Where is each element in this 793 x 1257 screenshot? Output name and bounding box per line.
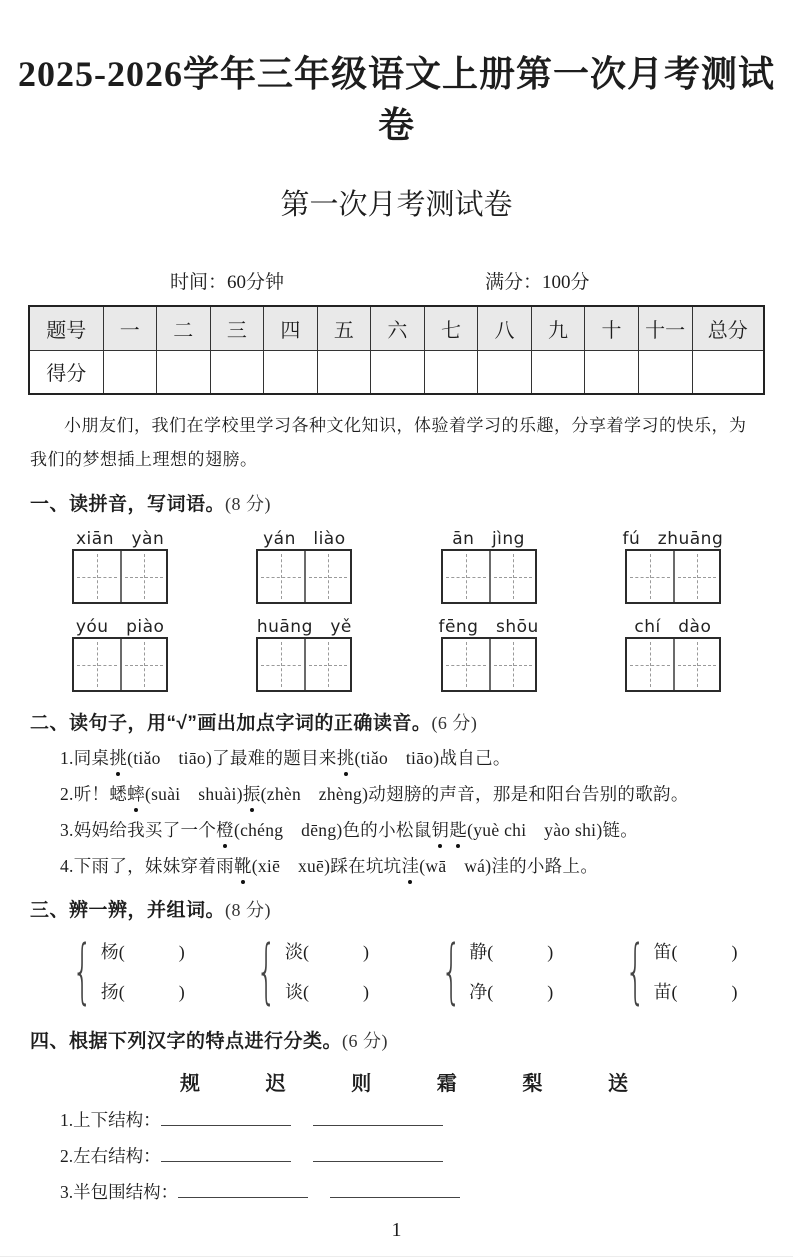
sentence-item bbox=[60, 746, 763, 771]
pinyin-label: huāng yě bbox=[256, 617, 352, 637]
sentence-text: 3.妈妈给我买了一个 bbox=[60, 820, 217, 840]
pair-lines bbox=[285, 932, 369, 1012]
section-2-heading bbox=[30, 708, 793, 735]
classify-character: 则 bbox=[351, 1073, 372, 1095]
section-3-points: (8 分) bbox=[225, 900, 272, 920]
pair-word-blank: 淡( ) bbox=[284, 942, 369, 962]
sentence-text: (zhèn zhèng)动翅膀的声音，那是和阳台告别的歌韵。 bbox=[260, 784, 689, 804]
pair-word-blank: 扬( ) bbox=[100, 982, 185, 1002]
score-input-cell bbox=[210, 350, 264, 394]
sentence-item bbox=[60, 782, 763, 807]
score-header-cell: 八 bbox=[478, 306, 532, 350]
score-header-label: 题号 bbox=[29, 306, 103, 350]
writing-grid-cell bbox=[74, 639, 120, 690]
score-header-cell: 三 bbox=[210, 306, 264, 350]
answer-blank bbox=[161, 1109, 291, 1126]
emphasized-character: 挑 bbox=[337, 746, 355, 771]
writing-grid-cell bbox=[120, 639, 166, 690]
pair-lines bbox=[101, 932, 185, 1012]
classify-character: 迟 bbox=[265, 1073, 286, 1095]
classify-characters bbox=[180, 1067, 628, 1096]
answer-blank bbox=[330, 1181, 460, 1198]
pair-group bbox=[28, 932, 212, 1012]
left-brace: { bbox=[72, 931, 93, 1013]
pair-group bbox=[212, 932, 396, 1012]
full-score-label: 满分：100分 bbox=[485, 272, 590, 293]
structure-item bbox=[60, 1144, 763, 1169]
pair-word-blank: 杨( ) bbox=[100, 942, 185, 962]
sentence-text: (wā wá)洼的小路上。 bbox=[419, 856, 599, 876]
pinyin-word bbox=[212, 524, 396, 604]
writing-grid-cell bbox=[443, 551, 489, 602]
score-table bbox=[28, 305, 765, 395]
pinyin-word bbox=[397, 612, 581, 692]
sentence-text: (suài shuài) bbox=[144, 784, 243, 804]
writing-grid-cell bbox=[304, 639, 350, 690]
score-header-cell: 九 bbox=[531, 306, 585, 350]
left-brace: { bbox=[256, 931, 277, 1013]
pair-word-blank: 笛( ) bbox=[653, 942, 738, 962]
section-3-heading bbox=[30, 895, 793, 922]
classify-character: 霜 bbox=[436, 1073, 457, 1095]
structure-item-label: 2.左右结构： bbox=[60, 1146, 161, 1166]
classify-character: 规 bbox=[180, 1073, 200, 1095]
pinyin-word bbox=[212, 612, 396, 692]
structure-items bbox=[60, 1108, 763, 1205]
answer-blank bbox=[161, 1145, 291, 1162]
classify-character: 梨 bbox=[522, 1073, 543, 1095]
emphasized-character: 橙 bbox=[216, 818, 234, 843]
pinyin-word bbox=[28, 612, 212, 692]
score-input-cell bbox=[157, 350, 211, 394]
answer-blank bbox=[178, 1181, 308, 1198]
writing-grid-box bbox=[256, 637, 352, 692]
classify-character: 送 bbox=[607, 1073, 628, 1095]
left-brace: { bbox=[440, 931, 462, 1013]
pair-word-blank: 苗( ) bbox=[653, 982, 738, 1002]
writing-grid-box bbox=[625, 637, 721, 692]
structure-item-label: 1.上下结构： bbox=[60, 1110, 161, 1130]
pair-group bbox=[397, 932, 581, 1012]
sentence-text: (chéng dēng)色的小松鼠 bbox=[233, 820, 432, 840]
writing-grid-cell bbox=[304, 551, 350, 602]
pinyin-label: yóu piào bbox=[75, 617, 165, 637]
pinyin-label: ān jìng bbox=[452, 529, 525, 549]
character-pairs bbox=[28, 932, 765, 1012]
pinyin-label: chí dào bbox=[634, 617, 712, 637]
sentence-text: 4.下雨了，妹妹穿着雨 bbox=[60, 856, 234, 876]
pinyin-row bbox=[28, 612, 765, 692]
emphasized-character: 洼 bbox=[401, 854, 419, 879]
score-header-cell: 十一 bbox=[638, 306, 692, 350]
score-header-cell: 一 bbox=[103, 306, 157, 350]
emphasized-character: 挑 bbox=[109, 746, 127, 771]
score-input-cell bbox=[264, 350, 318, 394]
score-input-cell bbox=[371, 350, 425, 394]
score-input-cell bbox=[585, 350, 639, 394]
emphasized-character: 靴 bbox=[234, 854, 252, 879]
exam-subtitle: 第一次月考测试卷 bbox=[280, 189, 513, 221]
answer-blank bbox=[313, 1109, 443, 1126]
section-1-heading bbox=[30, 489, 793, 516]
score-header-cell: 总分 bbox=[692, 306, 764, 350]
sentence-text: (tiǎo tiāo)了最难的题目来 bbox=[127, 748, 337, 768]
answer-blank bbox=[313, 1145, 443, 1162]
section-1-title: 一、读拼音，写词语。 bbox=[30, 494, 226, 515]
writing-grid-cell bbox=[673, 639, 719, 690]
writing-grid-cell bbox=[627, 551, 673, 602]
exam-title: 2025-2026学年三年级语文上册第一次月考测试卷 bbox=[18, 54, 775, 145]
score-header-cell: 五 bbox=[317, 306, 371, 350]
exam-meta bbox=[0, 267, 793, 293]
score-header-cell: 四 bbox=[264, 306, 318, 350]
score-table-header-row bbox=[29, 306, 764, 350]
pinyin-label: yán liào bbox=[263, 529, 346, 549]
pinyin-label: fēng shōu bbox=[438, 617, 539, 637]
sentence-text: (yuè chi yào shi)链。 bbox=[467, 820, 639, 840]
writing-grid-cell bbox=[489, 639, 535, 690]
writing-grid-cell bbox=[258, 639, 304, 690]
page-number: 1 bbox=[391, 1219, 402, 1241]
score-input-cell bbox=[692, 350, 764, 394]
sentence-item bbox=[60, 854, 763, 879]
pair-word-blank: 谈( ) bbox=[284, 982, 369, 1002]
emphasized-character: 钥 bbox=[432, 818, 450, 843]
sentence-text: 1.同桌 bbox=[60, 748, 110, 768]
score-input-cell bbox=[103, 350, 157, 394]
score-header-cell: 二 bbox=[157, 306, 211, 350]
pinyin-word bbox=[581, 612, 765, 692]
sentence-item bbox=[60, 818, 763, 843]
pinyin-row bbox=[28, 524, 765, 604]
structure-item bbox=[60, 1180, 763, 1205]
pair-word-blank: 净( ) bbox=[469, 982, 554, 1002]
writing-grid-box bbox=[441, 549, 537, 604]
pinyin-label: fú zhuāng bbox=[622, 529, 724, 549]
sentence-text: (tiǎo tiāo)战自己。 bbox=[354, 748, 511, 768]
score-header-cell: 十 bbox=[585, 306, 639, 350]
writing-grid-box bbox=[72, 637, 168, 692]
structure-item-label: 3.半包围结构： bbox=[60, 1182, 179, 1202]
writing-grid-box bbox=[441, 637, 537, 692]
writing-grid-box bbox=[625, 549, 721, 604]
pair-word-blank: 静( ) bbox=[469, 942, 554, 962]
section-1-points: (8 分) bbox=[225, 494, 272, 514]
section-4-points: (6 分) bbox=[342, 1031, 389, 1051]
score-header-cell: 六 bbox=[371, 306, 425, 350]
pair-lines bbox=[653, 932, 737, 1012]
writing-grid-cell bbox=[74, 551, 120, 602]
left-brace: { bbox=[624, 931, 646, 1013]
writing-grid-cell bbox=[443, 639, 489, 690]
sentence-text: 2.听！蟋 bbox=[60, 784, 128, 804]
pair-group bbox=[581, 932, 765, 1012]
structure-item bbox=[60, 1108, 763, 1133]
pronunciation-sentences bbox=[60, 746, 763, 879]
writing-grid-cell bbox=[120, 551, 166, 602]
score-table-score-row bbox=[29, 350, 764, 394]
writing-grid-box bbox=[256, 549, 352, 604]
score-row-label: 得分 bbox=[29, 350, 103, 394]
section-3-title: 三、辨一辨，并组词。 bbox=[30, 900, 226, 921]
emphasized-character: 匙 bbox=[449, 818, 467, 843]
pinyin-label: xiān yàn bbox=[76, 529, 165, 549]
writing-grid-cell bbox=[489, 551, 535, 602]
pinyin-word bbox=[28, 524, 212, 604]
writing-grid-cell bbox=[627, 639, 673, 690]
pinyin-word-grids bbox=[0, 524, 793, 692]
score-input-cell bbox=[317, 350, 371, 394]
time-limit-label: 时间：60分钟 bbox=[170, 272, 285, 293]
emphasized-character: 振 bbox=[243, 782, 261, 807]
writing-grid-cell bbox=[673, 551, 719, 602]
section-2-points: (6 分) bbox=[431, 713, 478, 733]
pair-lines bbox=[469, 932, 553, 1012]
section-2-title: 二、读句子，用“√”画出加点字词的正确读音。 bbox=[30, 713, 432, 734]
pinyin-word bbox=[581, 524, 765, 604]
score-input-cell bbox=[478, 350, 532, 394]
writing-grid-cell bbox=[258, 551, 304, 602]
section-4-heading bbox=[30, 1026, 793, 1053]
score-input-cell bbox=[531, 350, 585, 394]
writing-grid-box bbox=[72, 549, 168, 604]
pinyin-word bbox=[397, 524, 581, 604]
score-header-cell: 七 bbox=[424, 306, 478, 350]
emphasized-character: 蟀 bbox=[127, 782, 145, 807]
intro-paragraph: 小朋友们，我们在学校里学习各种文化知识，体验着学习的乐趣，分享着学习的快乐，为我们的梦想插上理想的翅膀。 bbox=[30, 416, 747, 469]
score-input-cell bbox=[638, 350, 692, 394]
sentence-text: (xiē xuē)踩在坑坑 bbox=[251, 856, 402, 876]
score-input-cell bbox=[424, 350, 478, 394]
section-4-title: 四、根据下列汉字的特点进行分类。 bbox=[30, 1031, 343, 1052]
